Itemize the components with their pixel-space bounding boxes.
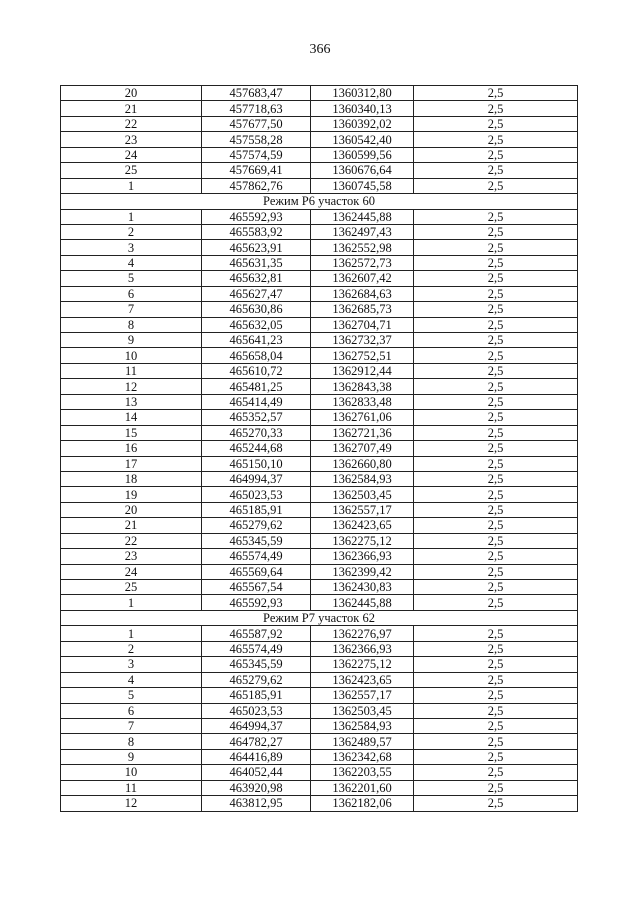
x-coordinate-cell: 463812,95 bbox=[202, 796, 311, 811]
x-coordinate-cell: 457683,47 bbox=[202, 86, 311, 101]
y-coordinate-cell: 1362685,73 bbox=[311, 302, 414, 317]
point-number-cell: 3 bbox=[61, 657, 202, 672]
table-row bbox=[61, 765, 578, 780]
x-coordinate-cell: 465623,91 bbox=[202, 240, 311, 255]
width-cell: 2,5 bbox=[414, 116, 578, 131]
point-number-cell: 6 bbox=[61, 703, 202, 718]
table-row bbox=[61, 749, 578, 764]
table-row bbox=[61, 116, 578, 131]
width-cell: 2,5 bbox=[414, 147, 578, 162]
y-coordinate-cell: 1362557,17 bbox=[311, 688, 414, 703]
x-coordinate-cell: 465023,53 bbox=[202, 703, 311, 718]
table-row bbox=[61, 163, 578, 178]
point-number-cell: 12 bbox=[61, 379, 202, 394]
x-coordinate-cell: 465185,91 bbox=[202, 688, 311, 703]
point-number-cell: 14 bbox=[61, 410, 202, 425]
width-cell: 2,5 bbox=[414, 271, 578, 286]
width-cell: 2,5 bbox=[414, 657, 578, 672]
width-cell: 2,5 bbox=[414, 178, 578, 193]
width-cell: 2,5 bbox=[414, 796, 578, 811]
width-cell: 2,5 bbox=[414, 394, 578, 409]
x-coordinate-cell: 464782,27 bbox=[202, 734, 311, 749]
point-number-cell: 25 bbox=[61, 580, 202, 595]
point-number-cell: 19 bbox=[61, 487, 202, 502]
table-row bbox=[61, 734, 578, 749]
x-coordinate-cell: 464994,37 bbox=[202, 718, 311, 733]
table-row bbox=[61, 379, 578, 394]
x-coordinate-cell: 457677,50 bbox=[202, 116, 311, 131]
table-row bbox=[61, 703, 578, 718]
y-coordinate-cell: 1362445,88 bbox=[311, 595, 414, 610]
x-coordinate-cell: 465569,64 bbox=[202, 564, 311, 579]
point-number-cell: 11 bbox=[61, 780, 202, 795]
width-cell: 2,5 bbox=[414, 209, 578, 224]
table-row bbox=[61, 240, 578, 255]
width-cell: 2,5 bbox=[414, 626, 578, 641]
width-cell: 2,5 bbox=[414, 286, 578, 301]
width-cell: 2,5 bbox=[414, 132, 578, 147]
point-number-cell: 21 bbox=[61, 101, 202, 116]
point-number-cell: 8 bbox=[61, 734, 202, 749]
point-number-cell: 13 bbox=[61, 394, 202, 409]
y-coordinate-cell: 1362843,38 bbox=[311, 379, 414, 394]
point-number-cell: 25 bbox=[61, 163, 202, 178]
width-cell: 2,5 bbox=[414, 487, 578, 502]
table-row bbox=[61, 255, 578, 270]
x-coordinate-cell: 465592,93 bbox=[202, 595, 311, 610]
y-coordinate-cell: 1360542,40 bbox=[311, 132, 414, 147]
y-coordinate-cell: 1360340,13 bbox=[311, 101, 414, 116]
point-number-cell: 2 bbox=[61, 224, 202, 239]
point-number-cell: 20 bbox=[61, 86, 202, 101]
x-coordinate-cell: 465279,62 bbox=[202, 672, 311, 687]
width-cell: 2,5 bbox=[414, 533, 578, 548]
table-row bbox=[61, 549, 578, 564]
x-coordinate-cell: 465279,62 bbox=[202, 518, 311, 533]
point-number-cell: 24 bbox=[61, 147, 202, 162]
y-coordinate-cell: 1362275,12 bbox=[311, 657, 414, 672]
y-coordinate-cell: 1362732,37 bbox=[311, 333, 414, 348]
section-title: Режим Р7 участок 62 bbox=[61, 610, 578, 625]
table-row bbox=[61, 317, 578, 332]
table-row bbox=[61, 796, 578, 811]
x-coordinate-cell: 463920,98 bbox=[202, 780, 311, 795]
y-coordinate-cell: 1362423,65 bbox=[311, 672, 414, 687]
width-cell: 2,5 bbox=[414, 780, 578, 795]
point-number-cell: 1 bbox=[61, 626, 202, 641]
y-coordinate-cell: 1360745,58 bbox=[311, 178, 414, 193]
y-coordinate-cell: 1362342,68 bbox=[311, 749, 414, 764]
x-coordinate-cell: 465631,35 bbox=[202, 255, 311, 270]
table-row bbox=[61, 132, 578, 147]
x-coordinate-cell: 465023,53 bbox=[202, 487, 311, 502]
table-row bbox=[61, 86, 578, 101]
point-number-cell: 1 bbox=[61, 178, 202, 193]
table-row bbox=[61, 363, 578, 378]
point-number-cell: 12 bbox=[61, 796, 202, 811]
width-cell: 2,5 bbox=[414, 101, 578, 116]
x-coordinate-cell: 465270,33 bbox=[202, 425, 311, 440]
x-coordinate-cell: 465352,57 bbox=[202, 410, 311, 425]
y-coordinate-cell: 1362201,60 bbox=[311, 780, 414, 795]
width-cell: 2,5 bbox=[414, 688, 578, 703]
x-coordinate-cell: 465632,81 bbox=[202, 271, 311, 286]
y-coordinate-cell: 1362489,57 bbox=[311, 734, 414, 749]
table-row bbox=[61, 502, 578, 517]
width-cell: 2,5 bbox=[414, 302, 578, 317]
y-coordinate-cell: 1362497,43 bbox=[311, 224, 414, 239]
point-number-cell: 1 bbox=[61, 209, 202, 224]
width-cell: 2,5 bbox=[414, 410, 578, 425]
x-coordinate-cell: 465481,25 bbox=[202, 379, 311, 394]
y-coordinate-cell: 1362833,48 bbox=[311, 394, 414, 409]
x-coordinate-cell: 465658,04 bbox=[202, 348, 311, 363]
x-coordinate-cell: 465587,92 bbox=[202, 626, 311, 641]
width-cell: 2,5 bbox=[414, 471, 578, 486]
x-coordinate-cell: 465632,05 bbox=[202, 317, 311, 332]
width-cell: 2,5 bbox=[414, 348, 578, 363]
width-cell: 2,5 bbox=[414, 163, 578, 178]
table-row bbox=[61, 410, 578, 425]
point-number-cell: 4 bbox=[61, 672, 202, 687]
x-coordinate-cell: 464416,89 bbox=[202, 749, 311, 764]
y-coordinate-cell: 1362584,93 bbox=[311, 471, 414, 486]
y-coordinate-cell: 1362430,83 bbox=[311, 580, 414, 595]
point-number-cell: 9 bbox=[61, 749, 202, 764]
table-row bbox=[61, 224, 578, 239]
x-coordinate-cell: 457574,59 bbox=[202, 147, 311, 162]
x-coordinate-cell: 465244,68 bbox=[202, 441, 311, 456]
x-coordinate-cell: 465185,91 bbox=[202, 502, 311, 517]
width-cell: 2,5 bbox=[414, 595, 578, 610]
width-cell: 2,5 bbox=[414, 502, 578, 517]
point-number-cell: 16 bbox=[61, 441, 202, 456]
width-cell: 2,5 bbox=[414, 734, 578, 749]
y-coordinate-cell: 1360312,80 bbox=[311, 86, 414, 101]
width-cell: 2,5 bbox=[414, 672, 578, 687]
y-coordinate-cell: 1362912,44 bbox=[311, 363, 414, 378]
table-row bbox=[61, 657, 578, 672]
y-coordinate-cell: 1362423,65 bbox=[311, 518, 414, 533]
width-cell: 2,5 bbox=[414, 441, 578, 456]
table-row bbox=[61, 533, 578, 548]
x-coordinate-cell: 465630,86 bbox=[202, 302, 311, 317]
table-row bbox=[61, 147, 578, 162]
point-number-cell: 10 bbox=[61, 765, 202, 780]
x-coordinate-cell: 464052,44 bbox=[202, 765, 311, 780]
width-cell: 2,5 bbox=[414, 749, 578, 764]
y-coordinate-cell: 1362721,36 bbox=[311, 425, 414, 440]
point-number-cell: 5 bbox=[61, 688, 202, 703]
x-coordinate-cell: 465567,54 bbox=[202, 580, 311, 595]
point-number-cell: 22 bbox=[61, 116, 202, 131]
x-coordinate-cell: 457718,63 bbox=[202, 101, 311, 116]
y-coordinate-cell: 1362399,42 bbox=[311, 564, 414, 579]
width-cell: 2,5 bbox=[414, 255, 578, 270]
y-coordinate-cell: 1360392,02 bbox=[311, 116, 414, 131]
point-number-cell: 4 bbox=[61, 255, 202, 270]
table-row bbox=[61, 348, 578, 363]
point-number-cell: 24 bbox=[61, 564, 202, 579]
width-cell: 2,5 bbox=[414, 240, 578, 255]
y-coordinate-cell: 1362366,93 bbox=[311, 549, 414, 564]
point-number-cell: 15 bbox=[61, 425, 202, 440]
table-row bbox=[61, 456, 578, 471]
table-row bbox=[61, 471, 578, 486]
point-number-cell: 11 bbox=[61, 363, 202, 378]
coordinates-table bbox=[60, 85, 578, 812]
page-number: 366 bbox=[309, 42, 331, 57]
table-row bbox=[61, 595, 578, 610]
x-coordinate-cell: 465583,92 bbox=[202, 224, 311, 239]
width-cell: 2,5 bbox=[414, 518, 578, 533]
point-number-cell: 1 bbox=[61, 595, 202, 610]
table-row bbox=[61, 394, 578, 409]
y-coordinate-cell: 1362684,63 bbox=[311, 286, 414, 301]
section-title: Режим Р6 участок 60 bbox=[61, 194, 578, 209]
x-coordinate-cell: 465641,23 bbox=[202, 333, 311, 348]
table-row bbox=[61, 518, 578, 533]
point-number-cell: 23 bbox=[61, 549, 202, 564]
y-coordinate-cell: 1362445,88 bbox=[311, 209, 414, 224]
x-coordinate-cell: 465574,49 bbox=[202, 549, 311, 564]
table-row bbox=[61, 178, 578, 193]
point-number-cell: 2 bbox=[61, 641, 202, 656]
table-row bbox=[61, 302, 578, 317]
point-number-cell: 23 bbox=[61, 132, 202, 147]
x-coordinate-cell: 457862,76 bbox=[202, 178, 311, 193]
point-number-cell: 18 bbox=[61, 471, 202, 486]
width-cell: 2,5 bbox=[414, 549, 578, 564]
point-number-cell: 5 bbox=[61, 271, 202, 286]
table-row bbox=[61, 580, 578, 595]
width-cell: 2,5 bbox=[414, 765, 578, 780]
width-cell: 2,5 bbox=[414, 718, 578, 733]
y-coordinate-cell: 1362503,45 bbox=[311, 487, 414, 502]
point-number-cell: 7 bbox=[61, 718, 202, 733]
width-cell: 2,5 bbox=[414, 224, 578, 239]
x-coordinate-cell: 465574,49 bbox=[202, 641, 311, 656]
table-row bbox=[61, 780, 578, 795]
width-cell: 2,5 bbox=[414, 703, 578, 718]
x-coordinate-cell: 464994,37 bbox=[202, 471, 311, 486]
width-cell: 2,5 bbox=[414, 425, 578, 440]
table-row bbox=[61, 209, 578, 224]
point-number-cell: 17 bbox=[61, 456, 202, 471]
x-coordinate-cell: 465345,59 bbox=[202, 533, 311, 548]
table-row bbox=[61, 101, 578, 116]
section-header-row bbox=[61, 610, 578, 625]
table-row bbox=[61, 641, 578, 656]
width-cell: 2,5 bbox=[414, 86, 578, 101]
width-cell: 2,5 bbox=[414, 333, 578, 348]
table-row bbox=[61, 286, 578, 301]
y-coordinate-cell: 1362366,93 bbox=[311, 641, 414, 656]
point-number-cell: 8 bbox=[61, 317, 202, 332]
y-coordinate-cell: 1360676,64 bbox=[311, 163, 414, 178]
y-coordinate-cell: 1362584,93 bbox=[311, 718, 414, 733]
x-coordinate-cell: 457558,28 bbox=[202, 132, 311, 147]
y-coordinate-cell: 1362707,49 bbox=[311, 441, 414, 456]
table-row bbox=[61, 271, 578, 286]
point-number-cell: 21 bbox=[61, 518, 202, 533]
x-coordinate-cell: 465150,10 bbox=[202, 456, 311, 471]
table-row bbox=[61, 425, 578, 440]
table-row bbox=[61, 626, 578, 641]
table-row bbox=[61, 718, 578, 733]
width-cell: 2,5 bbox=[414, 564, 578, 579]
point-number-cell: 7 bbox=[61, 302, 202, 317]
x-coordinate-cell: 465627,47 bbox=[202, 286, 311, 301]
point-number-cell: 3 bbox=[61, 240, 202, 255]
table-row bbox=[61, 688, 578, 703]
x-coordinate-cell: 465592,93 bbox=[202, 209, 311, 224]
y-coordinate-cell: 1362704,71 bbox=[311, 317, 414, 332]
width-cell: 2,5 bbox=[414, 456, 578, 471]
table-row bbox=[61, 672, 578, 687]
y-coordinate-cell: 1362503,45 bbox=[311, 703, 414, 718]
table-row bbox=[61, 564, 578, 579]
y-coordinate-cell: 1362275,12 bbox=[311, 533, 414, 548]
section-header-row bbox=[61, 194, 578, 209]
x-coordinate-cell: 465345,59 bbox=[202, 657, 311, 672]
y-coordinate-cell: 1362761,06 bbox=[311, 410, 414, 425]
point-number-cell: 10 bbox=[61, 348, 202, 363]
width-cell: 2,5 bbox=[414, 641, 578, 656]
width-cell: 2,5 bbox=[414, 317, 578, 332]
y-coordinate-cell: 1362752,51 bbox=[311, 348, 414, 363]
y-coordinate-cell: 1362182,06 bbox=[311, 796, 414, 811]
point-number-cell: 20 bbox=[61, 502, 202, 517]
table-row bbox=[61, 333, 578, 348]
y-coordinate-cell: 1362572,73 bbox=[311, 255, 414, 270]
point-number-cell: 22 bbox=[61, 533, 202, 548]
width-cell: 2,5 bbox=[414, 580, 578, 595]
x-coordinate-cell: 457669,41 bbox=[202, 163, 311, 178]
x-coordinate-cell: 465610,72 bbox=[202, 363, 311, 378]
table-row bbox=[61, 441, 578, 456]
y-coordinate-cell: 1362607,42 bbox=[311, 271, 414, 286]
y-coordinate-cell: 1360599,56 bbox=[311, 147, 414, 162]
y-coordinate-cell: 1362557,17 bbox=[311, 502, 414, 517]
y-coordinate-cell: 1362276,97 bbox=[311, 626, 414, 641]
width-cell: 2,5 bbox=[414, 379, 578, 394]
y-coordinate-cell: 1362552,98 bbox=[311, 240, 414, 255]
point-number-cell: 9 bbox=[61, 333, 202, 348]
x-coordinate-cell: 465414,49 bbox=[202, 394, 311, 409]
table-row bbox=[61, 487, 578, 502]
y-coordinate-cell: 1362660,80 bbox=[311, 456, 414, 471]
y-coordinate-cell: 1362203,55 bbox=[311, 765, 414, 780]
coordinates-table-body bbox=[61, 86, 578, 812]
point-number-cell: 6 bbox=[61, 286, 202, 301]
width-cell: 2,5 bbox=[414, 363, 578, 378]
